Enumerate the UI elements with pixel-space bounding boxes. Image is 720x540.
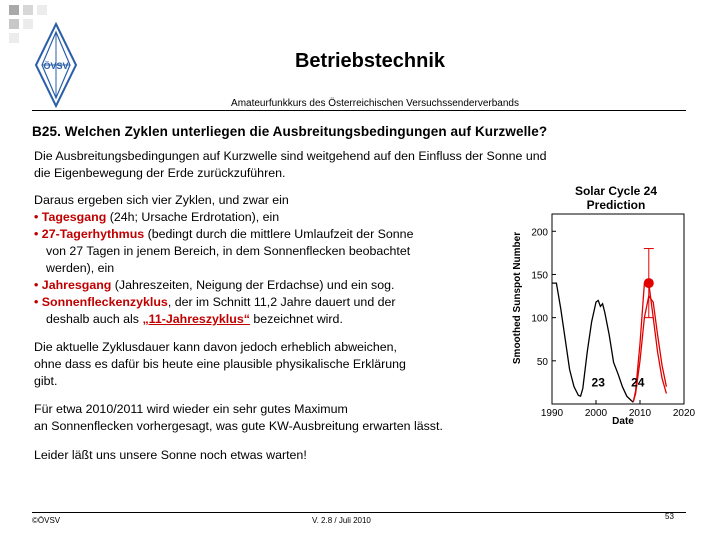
term-desc: (24h; Ursache Erdrotation), ein: [106, 210, 280, 224]
x-tick-label: 2000: [584, 408, 608, 419]
duration-line-1: Die aktuelle Zyklusdauer kann davon jedoch erheblich abweichen,: [34, 340, 397, 354]
x-tick-label: 2010: [628, 408, 652, 419]
bullet: •: [34, 295, 39, 309]
term-27-tagerhythmus: 27-Tagerhythmus: [41, 227, 145, 241]
cycle-label-23: 23: [591, 375, 605, 390]
y-tick-label: 100: [531, 313, 548, 325]
cycle-item-sonnenflecken: [34, 294, 396, 311]
y-tick-label: 50: [536, 356, 548, 368]
page-subtitle: Amateurfunkkurs des Österreichischen Versuchssenderverbands: [231, 98, 519, 109]
svg-text:ÖVSV: ÖVSV: [43, 61, 69, 71]
bullet: •: [34, 227, 39, 241]
ovsv-logo: [32, 22, 80, 108]
forecast-line-1: Für etwa 2010/2011 wird wieder ein sehr gutes Maximum: [34, 402, 348, 416]
footer-copyright: ©ÖVSV: [32, 516, 61, 525]
text: bezeichnet wird.: [249, 312, 343, 326]
forecast-line-2: an Sonnenflecken vorhergesagt, was gute KW-Ausbreitung erwarten lässt.: [34, 419, 443, 433]
intro-line-2: die Eigenbewegung der Erde zurückzuführen.: [34, 166, 286, 180]
chart-ylabel: Smoothed Sunspot Number: [512, 231, 523, 365]
page-title: Betriebstechnik: [294, 50, 446, 72]
cycle-label-24: 24: [631, 375, 645, 390]
term-sonnenfleckenzyklus: Sonnenfleckenzyklus: [41, 295, 168, 309]
term-11-jahreszyklus: „11-Jahreszyklus“: [142, 312, 250, 326]
chart-title: Solar Cycle 24: [574, 184, 658, 198]
term-jahresgang: Jahresgang: [41, 278, 112, 292]
cycle-item-jahresgang: [34, 277, 394, 294]
chart-subtitle: Prediction: [586, 198, 646, 212]
cycle-sonnen-line-2: [34, 311, 343, 328]
cycles-intro: Daraus ergeben sich vier Zyklen, und zwar ein: [34, 193, 289, 207]
footer-version: V. 2.8 / Juli 2010: [312, 516, 371, 525]
intro-line-1: Die Ausbreitungsbedingungen auf Kurzwelle sind weitgehend auf den Einfluss der Sonne und: [34, 149, 547, 163]
chart-xlabel: Date: [612, 416, 634, 427]
cycle-27-line-3: werden), ein: [46, 261, 115, 275]
y-tick-label: 150: [531, 270, 548, 282]
footer-divider: [32, 512, 686, 513]
y-tick-label: 200: [531, 227, 548, 239]
cycle-27-line-2: von 27 Tagen in jenem Bereich, in dem Sonnenflecken beobachtet: [46, 244, 411, 258]
bullet: •: [34, 210, 39, 224]
cycle-item-tagesgang: [34, 209, 279, 226]
term-desc: (Jahreszeiten, Neigung der Erdachse) und ein sog.: [111, 278, 395, 292]
term-desc: (bedingt durch die mittlere Umlaufzeit der Sonne: [144, 227, 414, 241]
term-tagesgang: Tagesgang: [41, 210, 107, 224]
term-desc: , der im Schnitt 11,2 Jahre dauert und der: [167, 295, 396, 309]
cycle-item-27-tage: [34, 226, 413, 243]
header-divider: [32, 110, 686, 111]
duration-line-2: ohne dass es dafür bis heute eine plausible physikalische Erklärung: [34, 357, 406, 371]
x-tick-label: 1990: [540, 408, 564, 419]
section-heading: B25. Welchen Zyklen unterliegen die Ausbreitungsbedingungen auf Kurzwelle?: [32, 124, 548, 139]
closing-line: Leider läßt uns unsere Sonne noch etwas warten!: [34, 448, 307, 462]
bullet: •: [34, 278, 39, 292]
footer-page-number: 53: [665, 512, 674, 521]
peak-point: [644, 278, 654, 288]
solar-cycle-chart: [508, 178, 696, 428]
text: deshalb auch als: [46, 312, 143, 326]
duration-line-3: gibt.: [34, 374, 58, 388]
x-tick-label: 2020: [672, 408, 696, 419]
